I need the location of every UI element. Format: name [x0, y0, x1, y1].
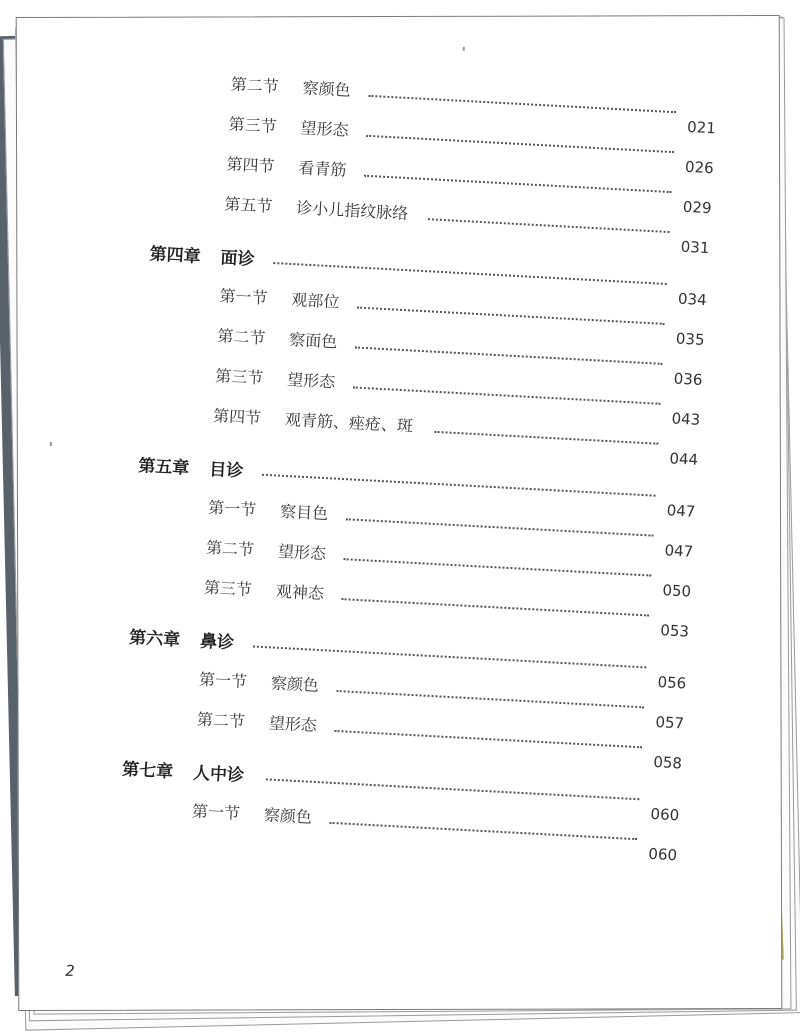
folio-page-number: 2	[65, 961, 75, 980]
section-number: 第三节	[203, 577, 253, 600]
toc-entry-label	[192, 798, 313, 827]
dot-leader	[366, 135, 674, 153]
dot-leader	[428, 218, 670, 233]
toc-entry-label	[230, 72, 351, 101]
dot-leader	[337, 690, 645, 708]
chapter-title: 人中诊	[192, 763, 245, 787]
toc-entry-label	[203, 575, 324, 604]
chapter-title: 目诊	[208, 459, 244, 482]
section-number: 第二节	[205, 537, 255, 560]
section-number: 第三节	[214, 366, 264, 388]
toc-entry-label	[215, 363, 336, 392]
section-title: 诊小儿指纹脉络	[295, 198, 409, 224]
dot-leader	[353, 386, 661, 404]
dot-leader	[364, 175, 672, 193]
dot-leader	[273, 262, 667, 285]
page-number: 057	[654, 713, 685, 733]
section-title: 观青筋、痤疮、斑	[284, 409, 414, 436]
dot-leader	[435, 431, 659, 445]
toc-entry-label	[213, 403, 414, 437]
paper-speck	[463, 47, 465, 51]
section-number: 第一节	[198, 669, 248, 692]
toc-entry-label	[228, 111, 349, 140]
section-number: 第一节	[191, 801, 241, 824]
dot-leader	[368, 95, 676, 113]
dot-leader	[355, 346, 663, 364]
chapter-title: 面诊	[219, 248, 256, 270]
section-number: 第二节	[216, 326, 266, 348]
chapter-title: 鼻诊	[199, 631, 235, 654]
section-title: 观神态	[275, 581, 325, 604]
dot-leader	[266, 778, 640, 800]
section-number: 第四节	[226, 154, 276, 176]
dot-leader	[346, 518, 654, 536]
toc-entry-label	[208, 495, 329, 524]
toc-entry-label	[219, 283, 340, 312]
section-number: 第二节	[196, 709, 246, 732]
toc-entry-label	[196, 707, 317, 736]
paper-speck	[50, 442, 52, 446]
section-title: 察颜色	[302, 78, 352, 100]
page-number: 047	[664, 541, 694, 561]
section-title: 望形态	[268, 713, 318, 735]
page-number: 056	[657, 673, 687, 693]
section-number: 第三节	[228, 114, 278, 136]
page-number: 031	[680, 237, 710, 258]
toc-entry-label	[122, 755, 245, 786]
page-number: 043	[671, 409, 701, 429]
toc-entry-label	[224, 191, 409, 224]
dot-leader	[357, 307, 665, 325]
page-number: 026	[684, 157, 715, 178]
chapter-number: 第七章	[121, 759, 174, 783]
section-title: 望形态	[300, 118, 350, 140]
section-title: 望形态	[286, 369, 336, 392]
section-title: 察颜色	[263, 805, 313, 827]
dot-leader	[342, 598, 650, 616]
toc-entry-label	[206, 535, 327, 564]
chapter-number: 第五章	[137, 456, 190, 479]
page-number: 047	[666, 501, 696, 521]
dot-leader	[253, 645, 647, 668]
page-number: 058	[652, 752, 683, 773]
section-number: 第五节	[223, 194, 273, 216]
dot-leader	[344, 558, 652, 576]
page-number: 021	[686, 117, 717, 138]
toc-entry-label	[199, 667, 320, 696]
section-title: 察目色	[279, 501, 329, 524]
chapter-number: 第四章	[149, 244, 202, 268]
section-title: 看青筋	[297, 158, 347, 180]
toc-entry-label	[217, 323, 338, 352]
section-number: 第四节	[212, 406, 262, 428]
page-number: 050	[662, 581, 692, 601]
page-number: 034	[677, 289, 708, 310]
toc-entry-label	[149, 239, 255, 270]
dot-leader	[330, 822, 638, 840]
dot-leader	[262, 474, 656, 497]
page-number: 060	[647, 844, 678, 865]
section-title: 望形态	[277, 541, 327, 564]
dot-leader	[334, 730, 642, 748]
chapter-number: 第六章	[128, 627, 181, 651]
page-number: 035	[675, 329, 705, 350]
section-title: 观部位	[290, 290, 340, 312]
section-number: 第一节	[207, 497, 257, 520]
toc-entry-label	[226, 151, 347, 180]
page-number: 053	[659, 621, 690, 641]
section-number: 第一节	[219, 286, 268, 308]
section-title: 察面色	[288, 329, 338, 352]
page-number: 060	[650, 804, 680, 825]
toc-entry-label	[138, 451, 244, 482]
toc-entry-label	[129, 623, 235, 654]
page-number: 029	[682, 197, 713, 218]
page-number: 036	[673, 369, 703, 389]
section-number: 第二节	[230, 74, 280, 97]
table-of-contents-page	[16, 15, 783, 1011]
section-title: 察颜色	[270, 673, 320, 696]
page-number: 044	[669, 449, 699, 469]
